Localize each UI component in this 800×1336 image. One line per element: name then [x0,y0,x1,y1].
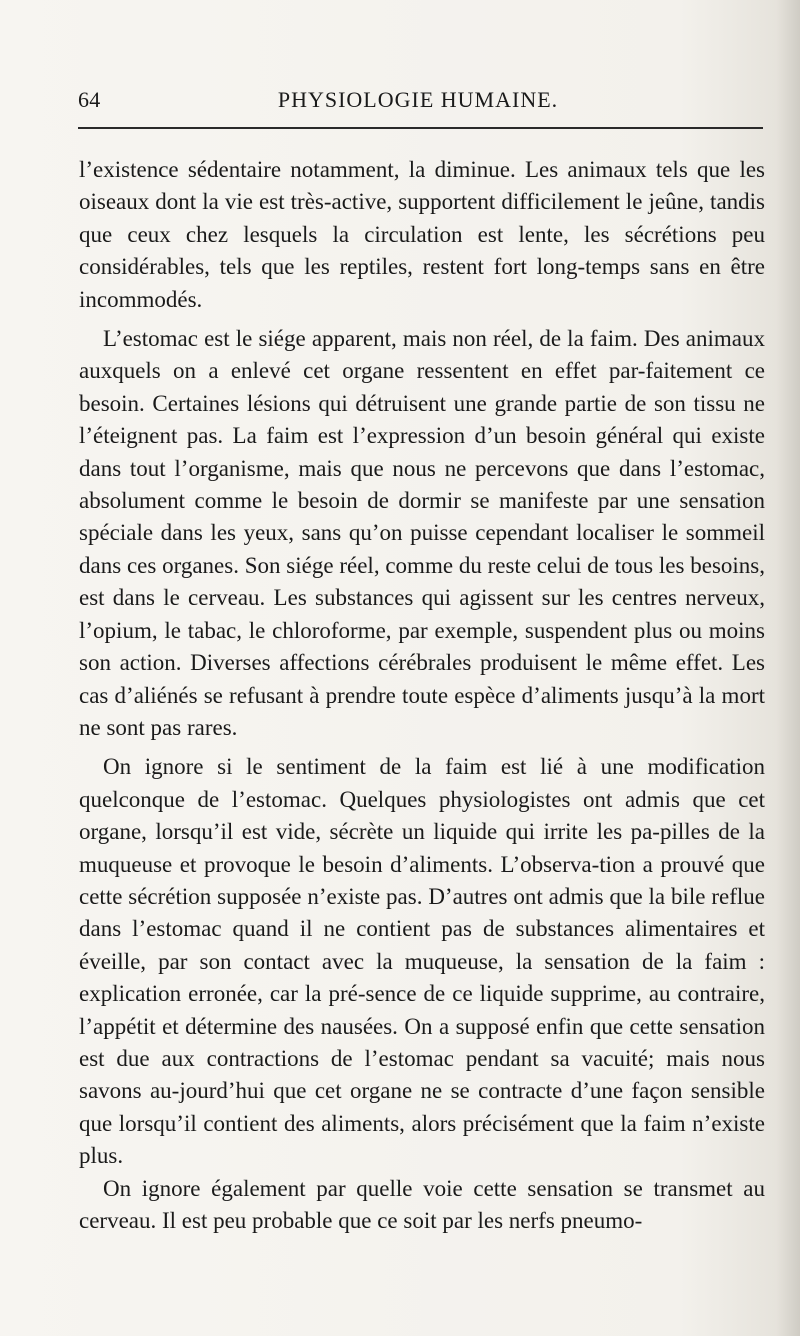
page-number: 64 [78,87,101,112]
page-header [78,87,758,117]
paragraph-estomac: L’estomac est le siége apparent, mais non réel, de la faim. Des animaux auxquels on a enlevé cet organe ressentent en effet par-faitement ce besoin. Certaines lésions qui détruisent une grande partie de son tissu ne l’éteignent pas. La faim est l’expression d’un besoin général qui existe dans tout l’organisme, mais que nous ne percevons que dans l’estomac, absolument comme le besoin de dormir se manifeste par une sensation spéciale dans les yeux, sans qu’on puisse cependant localiser le sommeil dans ces organes. Son siége réel, comme du reste celui de tous les besoins, est dans le cerveau. Les substances qui agissent sur les centres nerveux, l’opium, le tabac, le chloroforme, par exemple, suspendent plus ou moins son action. Diverses affections cérébrales produisent le même effet. Les cas d’aliénés se refusant à prendre toute espèce d’aliments jusqu’à la mort ne sont pas rares. [79,326,765,740]
paragraph-transmission: On ignore également par quelle voie cette sensation se transmet au cerveau. Il est peu probable que ce soit par les nerfs pneumo- [79,1175,765,1233]
running-title: PHYSIOLOGIE HUMAINE. [277,87,559,112]
paragraph-ignore-faim: On ignore si le sentiment de la faim est lié à une modification quelconque de l’estomac. Quelques physiologistes ont admis que cet organe, lorsqu’il est vide, sécrète un liquide qui irrite les pa-pilles de la muqueuse et provoque le besoin d’aliments. L’observa-tion a prouvé que cette sécrétion supposée n’existe pas. D’autres ont admis que la bile reflue dans l’estomac quand il ne contient pas de substances alimentaires et éveille, par son contact avec la muqueuse, la sensation de la faim : explication erronée, car la pré-sence de ce liquide supprime, au contraire, l’appétit et détermine des nausées. On a supposé enfin que cette sensation est due aux contractions de l’estomac pendant sa vacuité; mais nous savons au-jourd’hui que cet organe ne se contracte d’une façon sensible que lorsqu’il contient des aliments, alors précisément que la faim n’existe plus. [79,754,765,1169]
body-text [79,154,765,1237]
header-rule [78,127,763,129]
paragraph-continuation: l’existence sédentaire notamment, la diminue. Les animaux tels que les oiseaux dont la vie est très-active, supportent difficilement le jeûne, tandis que ceux chez lesquels la circulation est lente, les sécrétions peu considérables, tels que les reptiles, restent fort long-temps sans en être incommodés. [79,157,765,312]
